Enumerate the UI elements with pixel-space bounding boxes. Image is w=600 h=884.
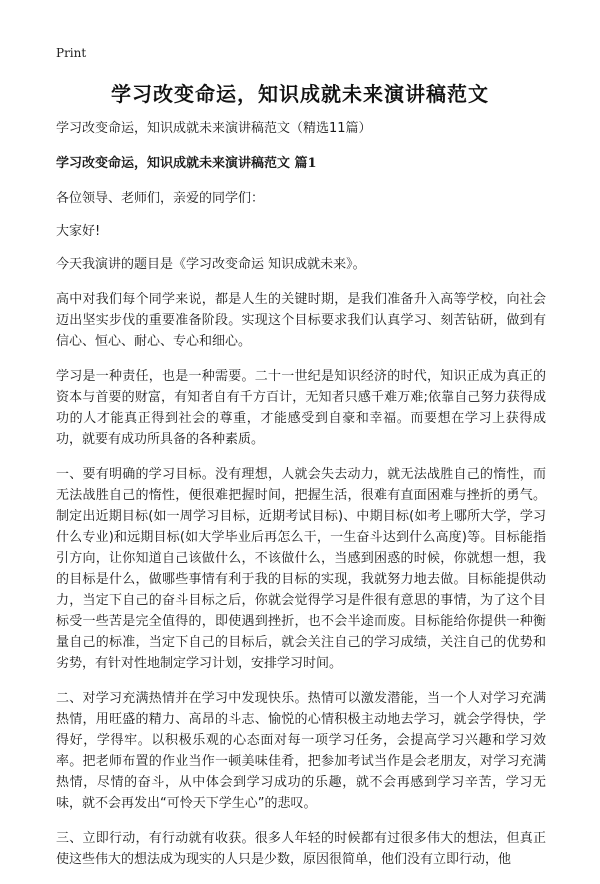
- subtitle-paragraph: 学习改变命运，知识成就未来演讲稿范文（精选11篇）: [56, 121, 372, 136]
- print-link[interactable]: Print: [56, 46, 87, 60]
- hello-paragraph: 大家好!: [56, 224, 101, 239]
- body-paragraph: 学习是一种责任，也是一种需要。二十一世纪是知识经济的时代，知识正成为真正的资本与首要的财富，有知者自有千方百计，无知者只感千难万难;依靠自己努力获得成功的人才能真正得到社会的尊重，才能感受到自豪和幸福。而要想在学习上获得成功，就要有成功所具备的各种素质。: [56, 369, 546, 447]
- body-paragraph: 三、立即行动，有行动就有收获。很多人年轻的时候都有过很多伟大的想法，但真正使这些伟大的想法成为现实的人只是少数，原因很简单，他们没有立即行动，他: [56, 831, 546, 867]
- document-body: [56, 118, 546, 884]
- body-paragraph: 高中对我们每个同学来说，都是人生的关键时期，是我们准备升入高等学校，向社会迈出坚实步伐的重要准备阶段。实现这个目标要求我们认真学习、刻苦钻研，做到有信心、恒心、耐心、专心和细心。: [56, 292, 546, 349]
- page-title: 学习改变命运，知识成就未来演讲稿范文: [111, 82, 489, 106]
- greeting-paragraph: 各位领导、老师们，亲爱的同学们：: [56, 191, 265, 206]
- section-heading: 学习改变命运，知识成就未来演讲稿范文 篇1: [56, 156, 317, 171]
- topic-paragraph: 今天我演讲的题目是《学习改变命运 知识成就未来》。: [56, 257, 366, 272]
- body-paragraph: 一、要有明确的学习目标。没有理想，人就会失去动力，就无法战胜自己的惰性，而无法战胜自己的惰性，便很难把握时间，把握生活，很难有直面困难与挫折的勇气。制定出近期目标(如一周学习目标，近期考试目标)、中期目标(如考上哪所大学，学习什么专业)和远期目标(如大学毕业后再怎么干，一生奋斗达到什么高度)等。目标能指引方向，让你知道自己该做什么，不该做什么，当感到困惑的时候，你就想一想，我的目标是什么，做哪些事情有利于我的目标的实现，我就努力地去做。目标能提供动力，当定下自己的奋斗目标之后，你就会觉得学习是件很有意思的事情，为了这个目标受一些苦是完全值得的，即使遇到挫折，也不会半途而废。目标能给你提供一种衡量自己的标准，当定下自己的目标后，就会关注自己的学习成绩，关注自己的优势和劣势，有针对性地制定学习计划，安排学习时间。: [56, 467, 546, 671]
- body-paragraph: 二、对学习充满热情并在学习中发现快乐。热情可以激发潜能，当一个人对学习充满热情，用旺盛的精力、高昂的斗志、愉悦的心情积极主动地去学习，就会学得快，学得好，学得牢。以积极乐观的心态面对每一项学习任务，会提高学习兴趣和学习效率。把老师布置的作业当作一顿美味佳肴，把参加考试当作是会老朋友，对学习充满热情，尽情的奋斗，从中体会到学习成功的乐趣，就不会再感到学习辛苦，学习无味，就不会再发出“可怜天下学生心”的悲叹。: [56, 691, 546, 811]
